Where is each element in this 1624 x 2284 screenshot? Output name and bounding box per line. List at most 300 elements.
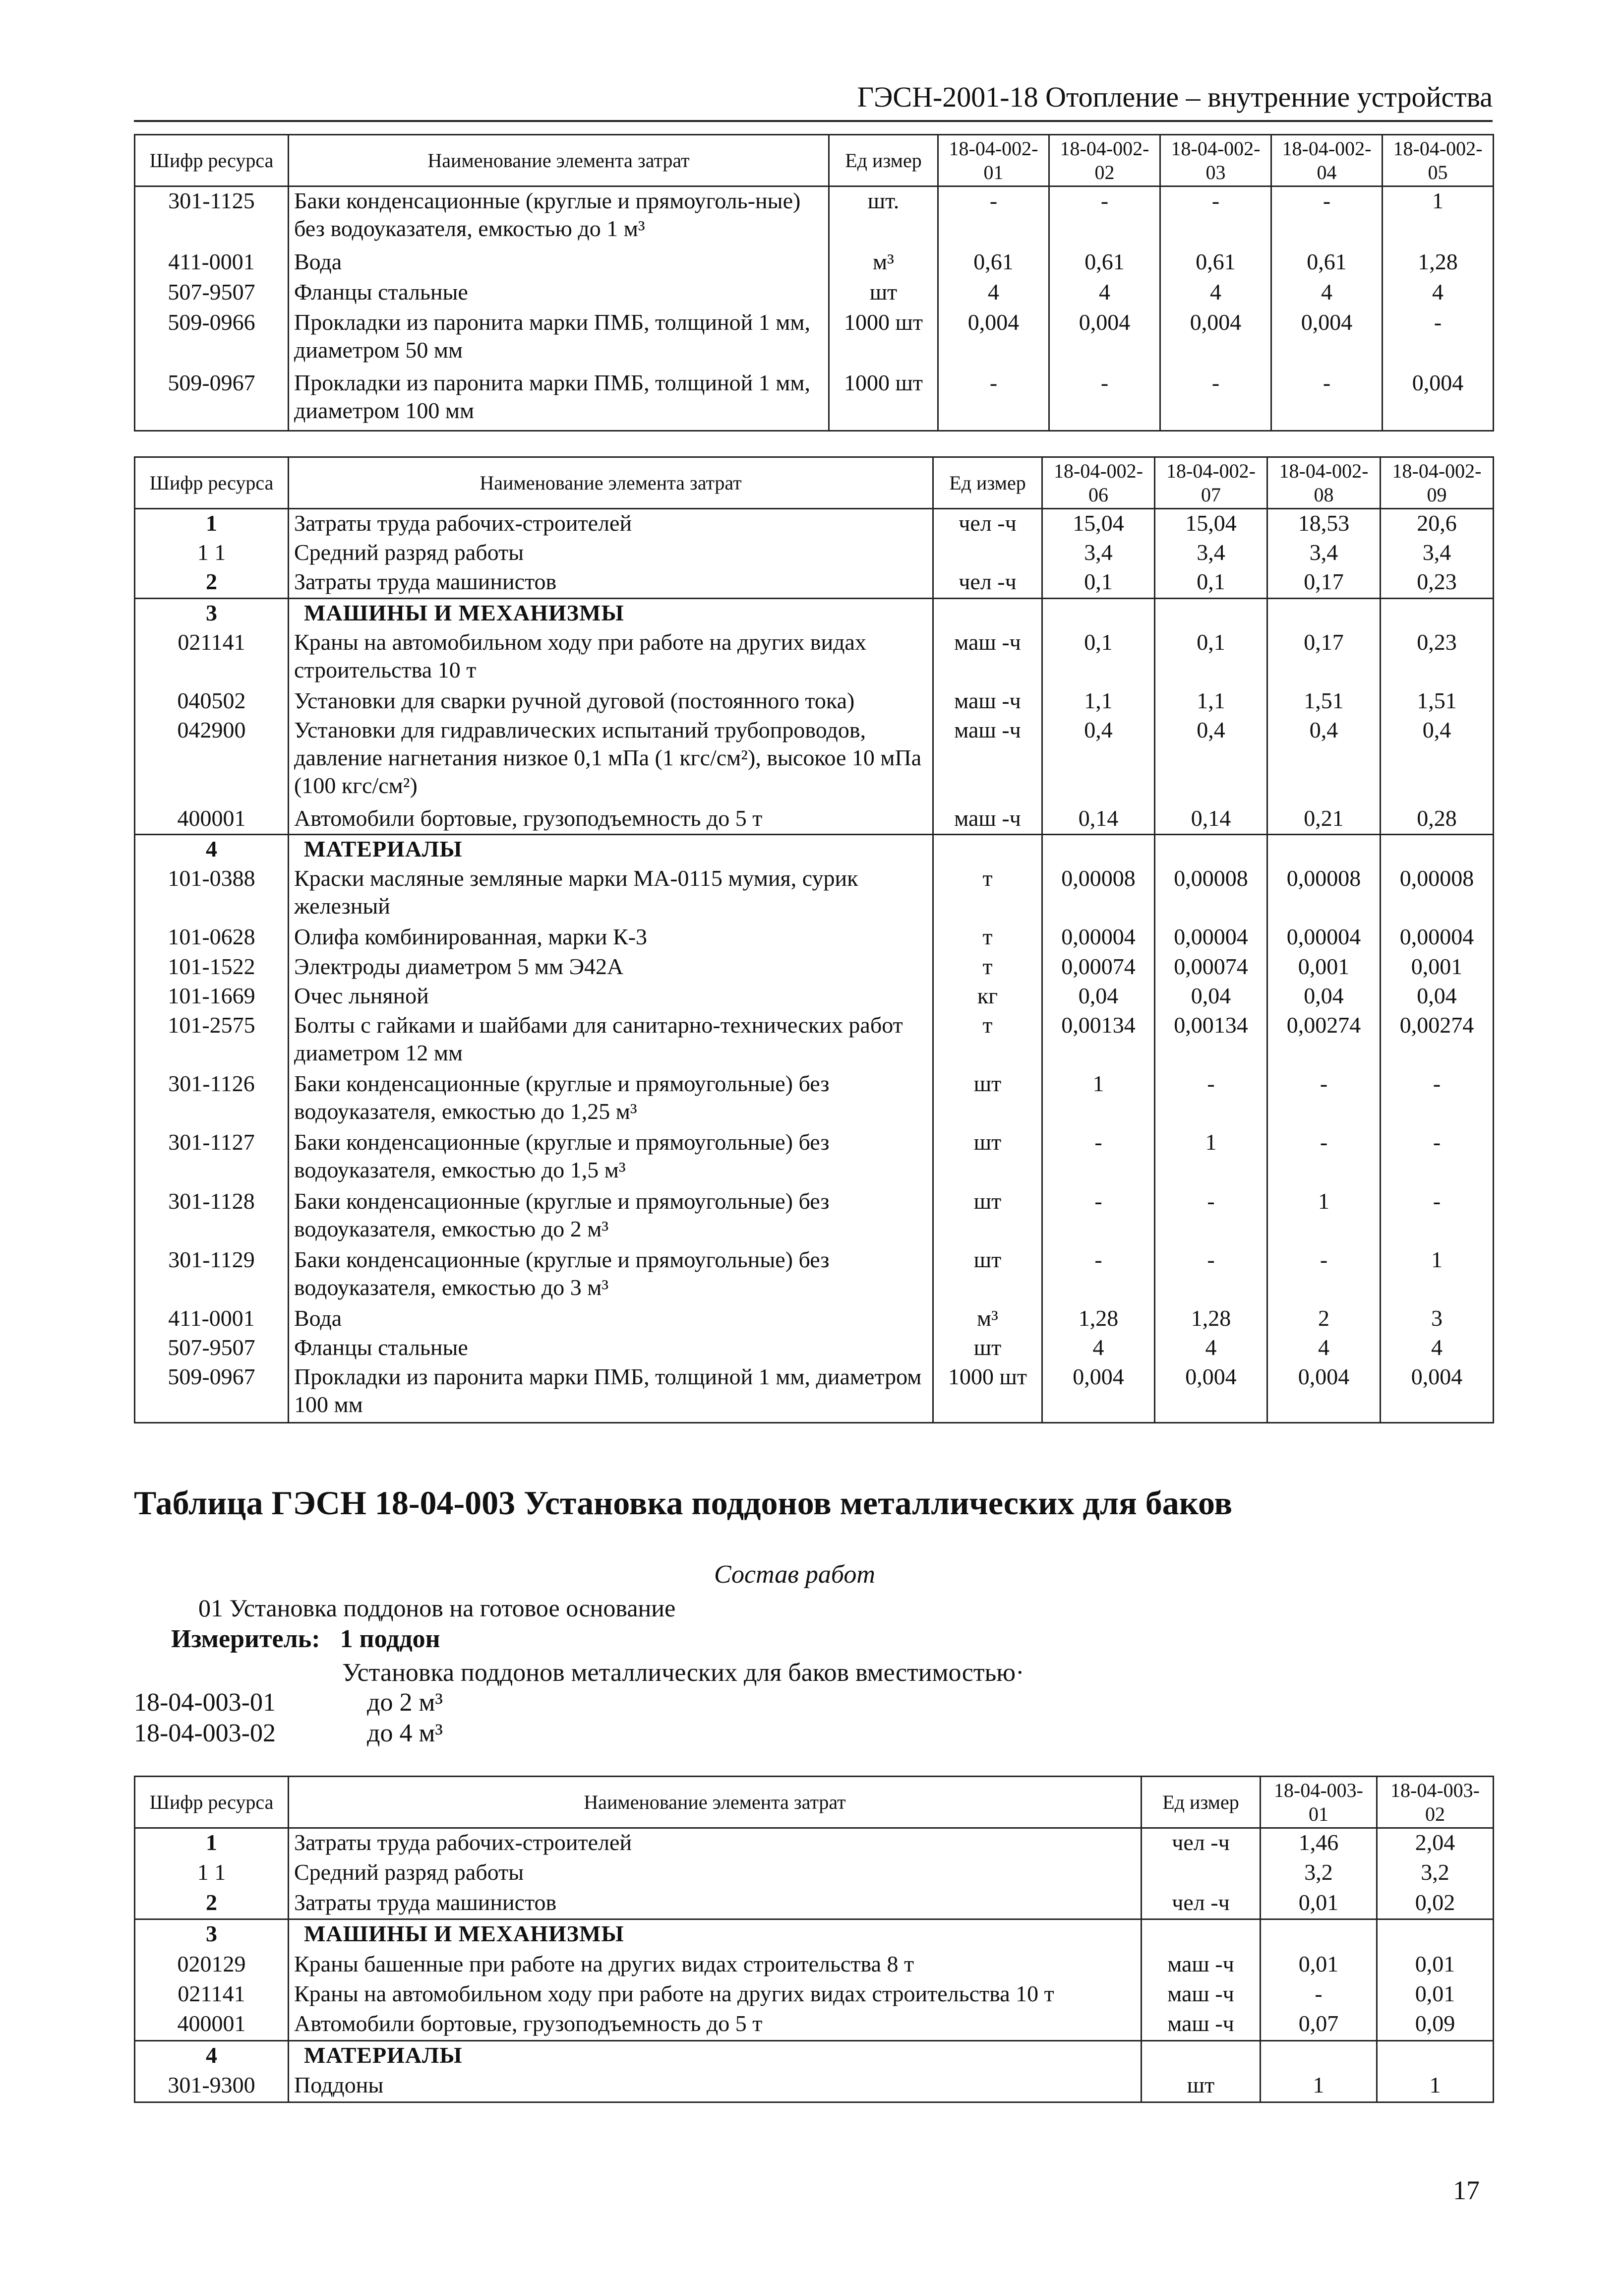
resource-unit: маш -ч [933,716,1042,804]
cell-value: 0,004 [1381,1363,1494,1422]
table-row [135,1889,1494,1919]
resource-code: 101-0388 [135,864,289,923]
resource-unit: т [933,923,1042,952]
cell-value: 0,04 [1381,982,1494,1011]
cell-value: 0,00134 [1155,1011,1267,1070]
cell-value: 4 [1267,1334,1381,1363]
resource-code: 411-0001 [135,248,289,278]
resource-unit: м³ [829,248,938,278]
resource-name: Баки конденсационные (круглые и прямоугольные) без водоуказателя, емкостью до 2 м³ [289,1187,933,1246]
cell-value: 0,17 [1267,568,1381,598]
table-row [135,2071,1494,2102]
resource-unit [1142,1858,1261,1888]
table-row [135,1363,1494,1422]
empty-cell [1142,1919,1261,1950]
cell-value: 0,1 [1155,568,1267,598]
table-row-section [135,834,1494,864]
table-row [135,1246,1494,1304]
cell-value: - [1267,1070,1381,1128]
cell-value: 4 [938,278,1049,309]
header-col: 18-04-002-06 [1042,457,1155,509]
table-row [135,278,1494,309]
cell-value: 0,21 [1267,804,1381,835]
resource-code: 301-9300 [135,2071,289,2102]
cell-value: 0,04 [1267,982,1381,1011]
header-col: 18-04-002-04 [1271,135,1383,186]
resource-code: 509-0966 [135,309,289,369]
table-row [135,1011,1494,1070]
cell-value: 3,2 [1261,1858,1377,1888]
resource-unit: маш -ч [933,804,1042,835]
resource-name: Краны на автомобильном ходу при работе на других видах строительства 10 т [289,628,933,687]
header-code: Шифр ресурса [135,135,289,186]
empty-cell [1155,834,1267,864]
cell-value: 3,4 [1381,539,1494,568]
cell-value: - [1155,1070,1267,1128]
cell-value: - [938,369,1049,431]
cell-value: 0,17 [1267,628,1381,687]
resource-unit: шт. [829,186,938,248]
cell-value: 1 [1377,2071,1494,2102]
empty-cell [1377,1919,1494,1950]
table-row [135,2010,1494,2040]
resource-unit: т [933,953,1042,982]
table-row [135,568,1494,598]
cell-value: 0,61 [938,248,1049,278]
resource-unit: шт [933,1070,1042,1128]
intro-line: Установка поддонов металлических для баков вместимостью· [342,1659,1024,1687]
resource-unit: шт [933,1187,1042,1246]
resource-code: 509-0967 [135,1363,289,1422]
resource-table-18-04-002-01-05 [134,134,1494,432]
resource-code: 3 [135,598,289,628]
cell-value: 0,00074 [1155,953,1267,982]
cell-value: 0,02 [1377,1889,1494,1919]
cell-value: 0,00004 [1155,923,1267,952]
cell-value: 1 [1267,1187,1381,1246]
cell-value: 1,51 [1381,687,1494,716]
resource-unit: маш -ч [1142,1950,1261,1980]
resource-unit: 1000 шт [829,369,938,431]
resource-unit: 1000 шт [829,309,938,369]
cell-value: 0,09 [1377,2010,1494,2040]
resource-code: 021141 [135,628,289,687]
table-row [135,953,1494,982]
cell-value: 0,14 [1155,804,1267,835]
header-col: 18-04-002-08 [1267,457,1381,509]
cell-value: 1,51 [1267,687,1381,716]
empty-cell [1267,598,1381,628]
cell-value: - [1381,1070,1494,1128]
measure-label: Измеритель: [171,1625,320,1653]
cell-value: 0,00008 [1267,864,1381,923]
code-line [134,1717,443,1750]
resource-name: Баки конденсационные (круглые и прямоугольные) без водоуказателя, емкостью до 3 м³ [289,1246,933,1304]
table-row [135,923,1494,952]
cell-value: 1,28 [1155,1304,1267,1334]
cell-value: 0,1 [1155,628,1267,687]
resource-name: Автомобили бортовые, грузоподъемность до 5 т [289,2010,1142,2040]
cell-value: - [1042,1246,1155,1304]
section-title: МАШИНЫ И МЕХАНИЗМЫ [289,1919,1142,1950]
empty-cell [933,834,1042,864]
resource-code: 301-1128 [135,1187,289,1246]
resource-name: Затраты труда машинистов [289,1889,1142,1919]
cell-value: 0,01 [1377,1950,1494,1980]
cell-value: - [1383,309,1494,369]
header-code: Шифр ресурса [135,1777,289,1828]
header-code: Шифр ресурса [135,457,289,509]
table-row [135,309,1494,369]
resource-unit: чел -ч [1142,1828,1261,1859]
header-unit: Ед измер [829,135,938,186]
cell-value: 4 [1383,278,1494,309]
table-row [135,1334,1494,1363]
cell-value: 15,04 [1042,509,1155,539]
resource-code: 301-1129 [135,1246,289,1304]
code-text: до 2 м³ [367,1688,443,1717]
code-number: 18-04-003-02 [134,1719,276,1747]
resource-name: Краны на автомобильном ходу при работе на других видах строительства 10 т [289,1980,1142,2010]
table-row [135,539,1494,568]
resource-code: 509-0967 [135,369,289,431]
resource-name: Прокладки из паронита марки ПМБ, толщиной 1 мм, диаметром 50 мм [289,309,829,369]
resource-code: 507-9507 [135,1334,289,1363]
resource-code: 2 [135,1889,289,1919]
cell-value: 1,46 [1261,1828,1377,1859]
resource-name: Баки конденсационные (круглые и прямоугольные) без водоуказателя, емкостью до 1,5 м³ [289,1128,933,1187]
cell-value: 0,61 [1049,248,1160,278]
resource-code: 040502 [135,687,289,716]
cell-value: 3,4 [1267,539,1381,568]
resource-code: 021141 [135,1980,289,2010]
table-row [135,864,1494,923]
resource-code: 301-1125 [135,186,289,248]
cell-value: 0,004 [938,309,1049,369]
empty-cell [1267,834,1381,864]
cell-value: 0,00004 [1381,923,1494,952]
resource-unit: чел -ч [1142,1889,1261,1919]
cell-value: 0,00004 [1267,923,1381,952]
resource-name: Прокладки из паронита марки ПМБ, толщиной 1 мм, диаметром 100 мм [289,1363,933,1422]
cell-value: - [1049,186,1160,248]
cell-value: 0,00134 [1042,1011,1155,1070]
cell-value: 0,23 [1381,568,1494,598]
page-number: 17 [1453,2175,1480,2205]
table-row [135,186,1494,248]
cell-value: - [1049,369,1160,431]
resource-name: Фланцы стальные [289,278,829,309]
table-row [135,716,1494,804]
resource-name: Очес льняной [289,982,933,1011]
resource-name: Вода [289,248,829,278]
cell-value: 0,001 [1381,953,1494,982]
resource-name: Электроды диаметром 5 мм Э42А [289,953,933,982]
resource-name: Средний разряд работы [289,1858,1142,1888]
resource-name: Затраты труда рабочих-строителей [289,509,933,539]
cell-value: - [1042,1187,1155,1246]
table-row-section [135,2040,1494,2071]
table-row [135,1304,1494,1334]
cell-value: 0,1 [1042,568,1155,598]
cell-value: 20,6 [1381,509,1494,539]
resource-name: Поддоны [289,2071,1142,2102]
cell-value: 0,61 [1160,248,1271,278]
header-name: Наименование элемента затрат [289,1777,1142,1828]
empty-cell [1261,2040,1377,2071]
resource-name: Затраты труда рабочих-строителей [289,1828,1142,1859]
cell-value: 0,04 [1155,982,1267,1011]
cell-value: 4 [1042,1334,1155,1363]
cell-value: 0,4 [1042,716,1155,804]
resource-unit: кг [933,982,1042,1011]
header-unit: Ед измер [1142,1777,1261,1828]
cell-value: 0,004 [1383,369,1494,431]
resource-code: 3 [135,1919,289,1950]
code-number: 18-04-003-01 [134,1688,276,1717]
cell-value: 1 [1155,1128,1267,1187]
resource-unit: м³ [933,1304,1042,1334]
measure-line [171,1623,440,1656]
header-col: 18-04-003-01 [1261,1777,1377,1828]
empty-cell [1155,598,1267,628]
resource-name: Автомобили бортовые, грузоподъемность до 5 т [289,804,933,835]
cell-value: 3,2 [1377,1858,1494,1888]
header-col: 18-04-002-05 [1383,135,1494,186]
resource-unit [933,539,1042,568]
resource-unit: чел -ч [933,568,1042,598]
table-row [135,1128,1494,1187]
cell-value: - [1155,1187,1267,1246]
resource-name: Олифа комбинированная, марки К-3 [289,923,933,952]
header-col: 18-04-002-02 [1049,135,1160,186]
table-row [135,1187,1494,1246]
table-row [135,1950,1494,1980]
cell-value: 4 [1271,278,1383,309]
header-col: 18-04-002-09 [1381,457,1494,509]
cell-value: 0,14 [1042,804,1155,835]
section-heading: Таблица ГЭСН 18-04-003 Установка поддонов металлических для баков [134,1484,1233,1522]
cell-value: 0,004 [1042,1363,1155,1422]
resource-code: 101-0628 [135,923,289,952]
header-name: Наименование элемента затрат [289,457,933,509]
cell-value: 3,4 [1155,539,1267,568]
resource-code: 101-1522 [135,953,289,982]
resource-code: 1 1 [135,1858,289,1888]
resource-code: 1 [135,509,289,539]
cell-value: 0,00008 [1155,864,1267,923]
resource-name: Затраты труда машинистов [289,568,933,598]
resource-code: 101-2575 [135,1011,289,1070]
resource-unit: шт [933,1246,1042,1304]
resource-name: Баки конденсационные (круглые и прямоугольные) без водоуказателя, емкостью до 1,25 м³ [289,1070,933,1128]
resource-name: Краски масляные земляные марки МА-0115 мумия, сурик железный [289,864,933,923]
cell-value: - [1155,1246,1267,1304]
resource-code: 2 [135,568,289,598]
cell-value: 0,00074 [1042,953,1155,982]
empty-cell [1377,2040,1494,2071]
table-row [135,1070,1494,1128]
running-header: ГЭСН-2001-18 Отопление – внутренние устройства [134,74,1493,122]
cell-value: - [1381,1187,1494,1246]
resource-code: 301-1126 [135,1070,289,1128]
resource-code: 1 1 [135,539,289,568]
cell-value: 1,1 [1155,687,1267,716]
cell-value: 1,28 [1383,248,1494,278]
cell-value: 0,00004 [1042,923,1155,952]
resource-name: Вода [289,1304,933,1334]
cell-value: 0,00008 [1042,864,1155,923]
header-name: Наименование элемента затрат [289,135,829,186]
cell-value: 3 [1381,1304,1494,1334]
cell-value: 1,1 [1042,687,1155,716]
cell-value: 0,004 [1160,309,1271,369]
header-unit: Ед измер [933,457,1042,509]
cell-value: 0,4 [1381,716,1494,804]
empty-cell [1142,2040,1261,2071]
empty-cell [1381,598,1494,628]
cell-value: - [1160,186,1271,248]
cell-value: 0,004 [1155,1363,1267,1422]
resource-unit: маш -ч [1142,1980,1261,2010]
resource-unit: маш -ч [933,628,1042,687]
resource-code: 4 [135,834,289,864]
empty-cell [1042,834,1155,864]
cell-value: - [1042,1128,1155,1187]
cell-value: 4 [1381,1334,1494,1363]
table-row [135,509,1494,539]
cell-value: 1 [1042,1070,1155,1128]
cell-value: - [1271,369,1383,431]
cell-value: - [1271,186,1383,248]
cell-value: 1 [1261,2071,1377,2102]
resource-unit: шт [933,1128,1042,1187]
cell-value: 0,28 [1381,804,1494,835]
cell-value: 0,00274 [1381,1011,1494,1070]
table-row-section [135,1919,1494,1950]
resource-unit: 1000 шт [933,1363,1042,1422]
cell-value: 0,00274 [1267,1011,1381,1070]
resource-code: 411-0001 [135,1304,289,1334]
resource-unit: т [933,1011,1042,1070]
resource-name: Краны башенные при работе на других видах строительства 8 т [289,1950,1142,1980]
cell-value: 0,4 [1267,716,1381,804]
cell-value: 4 [1160,278,1271,309]
header-col: 18-04-002-01 [938,135,1049,186]
resource-name: Установки для сварки ручной дуговой (постоянного тока) [289,687,933,716]
resource-table-18-04-002-06-09 [134,456,1494,1423]
resource-unit: шт [829,278,938,309]
empty-cell [1261,1919,1377,1950]
resource-name: Болты с гайками и шайбами для санитарно-технических работ диаметром 12 мм [289,1011,933,1070]
cell-value: 2 [1267,1304,1381,1334]
resource-name: Баки конденсационные (круглые и прямоуголь-ные) без водоуказателя, емкостью до 1 м³ [289,186,829,248]
cell-value: 4 [1155,1334,1267,1363]
resource-table-18-04-003 [134,1776,1494,2103]
resource-code: 101-1669 [135,982,289,1011]
table-row [135,1980,1494,2010]
cell-value: 1,28 [1042,1304,1155,1334]
cell-value: 0,00008 [1381,864,1494,923]
header-col: 18-04-002-03 [1160,135,1271,186]
code-line [134,1686,443,1719]
cell-value: 0,004 [1271,309,1383,369]
cell-value: 0,04 [1042,982,1155,1011]
resource-code: 400001 [135,804,289,835]
cell-value: 15,04 [1155,509,1267,539]
resource-unit: маш -ч [933,687,1042,716]
cell-value: 0,07 [1261,2010,1377,2040]
measure-value: 1 поддон [340,1625,440,1653]
resource-code: 507-9507 [135,278,289,309]
resource-unit: маш -ч [1142,2010,1261,2040]
cell-value: 0,01 [1261,1950,1377,1980]
cell-value: - [1381,1128,1494,1187]
resource-code: 4 [135,2040,289,2071]
cell-value: 0,61 [1271,248,1383,278]
cell-value: - [1160,369,1271,431]
empty-cell [1042,598,1155,628]
section-title: МАШИНЫ И МЕХАНИЗМЫ [289,598,933,628]
cell-value: 0,01 [1377,1980,1494,2010]
table-row [135,1858,1494,1888]
cell-value: 0,001 [1267,953,1381,982]
section-title: МАТЕРИАЛЫ [289,834,933,864]
cell-value: 0,4 [1155,716,1267,804]
cell-value: 0,01 [1261,1889,1377,1919]
cell-value: - [1261,1980,1377,2010]
resource-unit: т [933,864,1042,923]
resource-code: 400001 [135,2010,289,2040]
cell-value: - [1267,1246,1381,1304]
resource-unit: чел -ч [933,509,1042,539]
table-row [135,982,1494,1011]
table-row [135,1828,1494,1859]
header-col: 18-04-003-02 [1377,1777,1494,1828]
work-item: 01 Установка поддонов на готовое основание [198,1594,676,1622]
cell-value: 0,004 [1049,309,1160,369]
table-row [135,369,1494,431]
resource-code: 020129 [135,1950,289,1980]
cell-value: 1 [1381,1246,1494,1304]
cell-value: 1 [1383,186,1494,248]
resource-unit: шт [933,1334,1042,1363]
cell-value: - [1267,1128,1381,1187]
code-text: до 4 м³ [367,1719,443,1747]
cell-value: 18,53 [1267,509,1381,539]
empty-cell [933,598,1042,628]
cell-value: 0,23 [1381,628,1494,687]
resource-code: 1 [135,1828,289,1859]
header-col: 18-04-002-07 [1155,457,1267,509]
table-row [135,628,1494,687]
cell-value: - [938,186,1049,248]
composition-title: Состав работ [714,1560,875,1589]
table-row [135,687,1494,716]
resource-name: Фланцы стальные [289,1334,933,1363]
table-row [135,804,1494,835]
empty-cell [1381,834,1494,864]
resource-name: Прокладки из паронита марки ПМБ, толщиной 1 мм, диаметром 100 мм [289,369,829,431]
cell-value: 0,1 [1042,628,1155,687]
resource-code: 042900 [135,716,289,804]
resource-unit: шт [1142,2071,1261,2102]
section-title: МАТЕРИАЛЫ [289,2040,1142,2071]
cell-value: 2,04 [1377,1828,1494,1859]
table-row [135,248,1494,278]
resource-code: 301-1127 [135,1128,289,1187]
cell-value: 4 [1049,278,1160,309]
